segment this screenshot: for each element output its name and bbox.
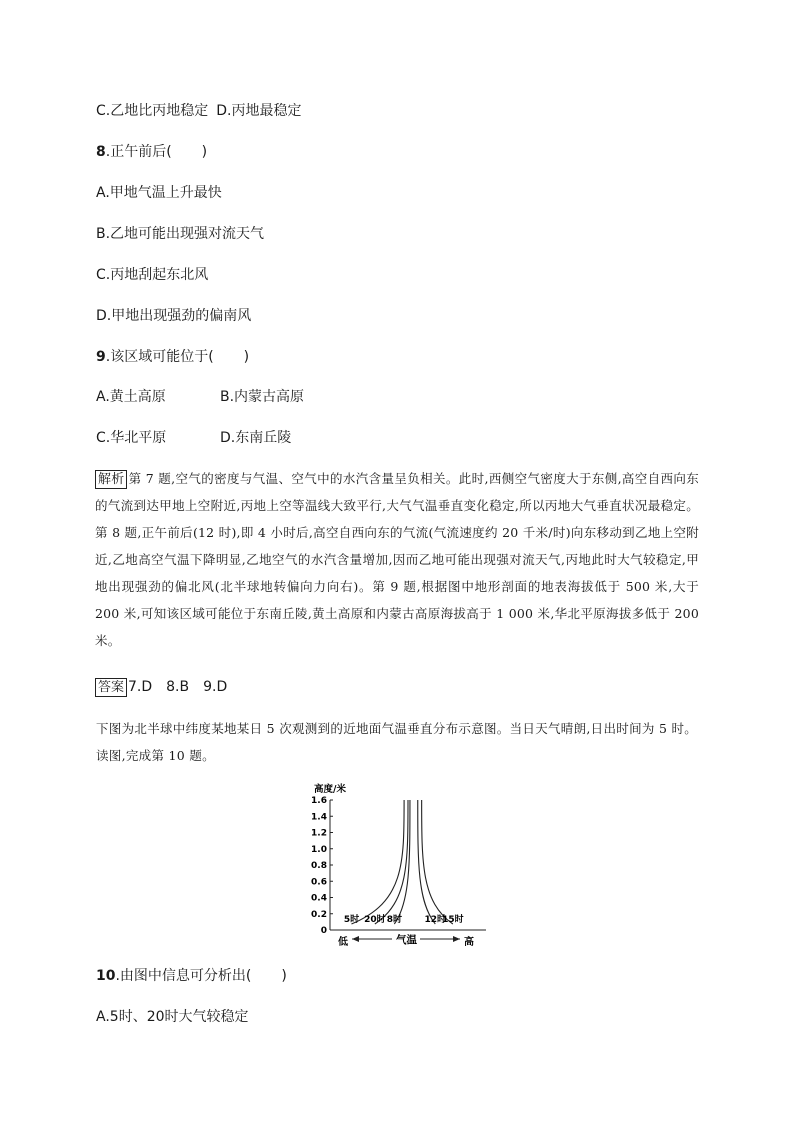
- question-text: .正午前后(: [105, 144, 172, 160]
- y-tick-label: 0.8: [311, 861, 327, 871]
- question-number: 10: [96, 968, 116, 984]
- answer-block: [95, 677, 227, 697]
- temperature-curve-15时: [422, 800, 453, 924]
- analysis-tag: 解析: [95, 470, 127, 489]
- y-tick-label: 1.6: [311, 796, 327, 806]
- x-high-label: 高: [464, 937, 474, 948]
- option-b: B.乙地可能出现强对流天气: [96, 226, 265, 242]
- series-label: 20时: [364, 915, 386, 925]
- question-9-stem: [96, 347, 249, 367]
- x-axis-label: 气温: [396, 934, 417, 946]
- question-text: .该区域可能位于(: [105, 349, 214, 365]
- option-a: A.5时、20时大气较稳定: [96, 1009, 249, 1025]
- bracket-close: ): [243, 349, 250, 365]
- option-c: C.乙地比丙地稳定: [96, 103, 209, 119]
- temperature-curve-12时: [418, 800, 436, 924]
- arrow-right-head: [453, 936, 460, 942]
- y-tick-label: 0.6: [311, 877, 327, 888]
- option-b: B.内蒙古高原: [220, 389, 305, 405]
- bracket-close: ): [201, 144, 208, 160]
- y-axis-label: 高度/米: [314, 784, 346, 795]
- option-d: D.甲地出现强劲的偏南风: [96, 308, 252, 324]
- option-c: C.华北平原: [96, 430, 167, 446]
- x-low-label: 低: [338, 937, 348, 948]
- answer-text: 7.D 8.B 9.D: [128, 679, 228, 695]
- temperature-curve-5时: [351, 800, 404, 924]
- temperature-profile-chart: [296, 778, 502, 954]
- analysis-text: 第 7 题,空气的密度与气温、空气中的水汽含量呈负相关。此时,西侧空气密度大于东侧,高空自西向东的气流到达甲地上空附近,丙地上空等温线大致平行,大气气温垂直变化稳定,所以丙地大气垂直状况最稳定。第 8 题,正午前后(12 时),即 4 小时后,高空自西向东的气流(气流速度约 20 千米/时)向东移动到乙地上空附近,乙地高空气温下降明显,乙地空气的水汽含量增加,因而乙地可能出现强对流天气,丙地此时大气较稳定,甲地出现强劲的偏北风(北半球地转偏向力向右)。第 9 题,根据图中地形剖面的地表海拔低于 500 米,大于 200 米,可知该区域可能位于东南丘陵,黄土高原和内蒙古高原海拔高于 1 000 米,华北平原海拔多低于 200 米。: [95, 471, 699, 648]
- option-a: A.甲地气温上升最快: [96, 185, 222, 201]
- series-label: 5时: [343, 915, 360, 925]
- y-tick-label: 0: [320, 926, 327, 936]
- question-9-options-cd: [96, 428, 292, 448]
- y-tick-label: 0.4: [311, 893, 327, 904]
- y-tick-label: 1.0: [311, 844, 327, 855]
- question-text: .由图中信息可分析出(: [115, 968, 252, 984]
- series-label: 15时: [442, 915, 464, 925]
- question-9-options-ab: [96, 387, 305, 407]
- answer-tag: 答案: [95, 678, 127, 697]
- question-7-options-cd: [96, 101, 301, 121]
- y-tick-label: 1.2: [311, 828, 327, 839]
- arrow-left-head: [352, 936, 359, 942]
- analysis-block: [95, 465, 699, 654]
- option-d: D.东南丘陵: [220, 430, 292, 446]
- question-number: 8: [96, 144, 106, 160]
- bracket-close: ): [281, 968, 287, 984]
- question-10-intro: 下图为北半球中纬度某地某日 5 次观测到的近地面气温垂直分布示意图。当日天气晴朗,日出时间为 5 时。读图,完成第 10 题。: [96, 721, 698, 763]
- question-8-stem: [96, 142, 207, 162]
- series-label: 12时: [424, 915, 447, 925]
- series-label: 8时: [386, 915, 402, 925]
- option-a: A.黄土高原: [96, 389, 166, 405]
- question-number: 9: [96, 349, 106, 365]
- option-d: D.丙地最稳定: [216, 103, 302, 119]
- y-tick-label: 0.2: [311, 909, 327, 920]
- question-10-stem: [96, 966, 287, 986]
- y-tick-label: 1.4: [311, 812, 327, 823]
- option-c: C.丙地刮起东北风: [96, 267, 209, 283]
